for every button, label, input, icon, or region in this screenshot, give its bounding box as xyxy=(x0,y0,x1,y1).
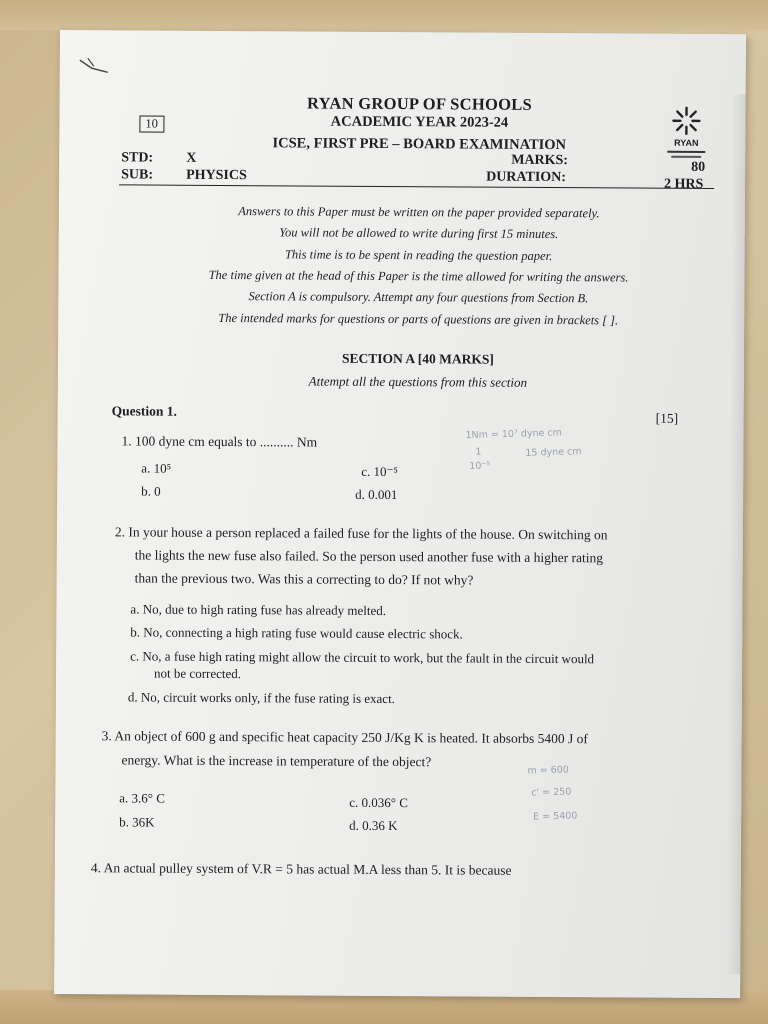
marks-label: MARKS: xyxy=(511,152,569,169)
handwritten-note-energy: E = 5400 xyxy=(533,810,578,823)
q3-option-b: b. 36K xyxy=(119,814,155,830)
sub-value: PHYSICS xyxy=(186,167,247,184)
question-1-marks: [15] xyxy=(655,410,679,426)
std-value: X xyxy=(186,150,197,166)
instruction-5: Section A is compulsory. Attempt any four questions from Section B. xyxy=(248,289,589,306)
header-rule xyxy=(119,184,714,189)
pen-mark-icon xyxy=(78,54,114,76)
q1-option-c: c. 10⁻⁵ xyxy=(361,463,399,480)
exam-title: ICSE, FIRST PRE – BOARD EXAMINATION xyxy=(272,135,567,154)
handwritten-note-conversion: 1Nm = 10⁷ dyne cm xyxy=(465,427,563,442)
q2-option-b: b. No, connecting a high rating fuse would cause electric shock. xyxy=(130,624,463,642)
handwritten-note-one: 1 xyxy=(475,446,482,458)
q2-option-a: a. No, due to high rating fuse has already melted. xyxy=(130,601,387,619)
handwritten-note-mass: m = 600 xyxy=(527,764,570,777)
duration-label: DURATION: xyxy=(486,169,567,186)
question-1-label: Question 1. xyxy=(111,403,177,419)
sunburst-logo-icon xyxy=(663,104,709,138)
q3-text-line-2: energy. What is the increase in temperature of the object? xyxy=(121,752,432,770)
q4-text-line-1: 4. An actual pulley system of V.R = 5 has actual M.A less than 5. It is because xyxy=(90,860,512,878)
section-subtitle: Attempt all the questions from this section xyxy=(308,373,528,390)
instruction-2: You will not be allowed to write during first 15 minutes. xyxy=(279,225,559,242)
q3-option-a: a. 3.6° C xyxy=(119,790,165,806)
set-number-box: 10 xyxy=(139,115,164,132)
handwritten-note-dyne: 15 dyne cm xyxy=(525,446,582,459)
q1-text: 1. 100 dyne cm equals to .......... Nm xyxy=(121,433,318,450)
q3-option-d: d. 0.36 K xyxy=(349,817,398,834)
instruction-6: The intended marks for questions or parts of questions are given in brackets [ ]. xyxy=(218,310,619,328)
instruction-1: Answers to this Paper must be written on the paper provided separately. xyxy=(238,204,600,221)
logo-underline xyxy=(667,151,705,153)
q2-option-c-line-1: c. No, a fuse high rating might allow the circuit to work, but the fault in the circuit would xyxy=(130,648,595,667)
paper-edge-shadow xyxy=(726,94,745,974)
q3-option-c: c. 0.036° C xyxy=(349,794,408,811)
school-logo xyxy=(663,104,709,168)
sub-label: SUB: xyxy=(121,167,154,183)
q2-text-line-3: than the previous two. Was this a correcting to do? If not why? xyxy=(134,570,474,588)
q2-text-line-1: 2. In your house a person replaced a failed fuse for the lights of the house. On switching on xyxy=(114,524,608,543)
q2-text-line-2: the lights the new fuse also failed. So the person used another fuse with a higher rating xyxy=(134,547,604,566)
section-title: SECTION A [40 MARKS] xyxy=(342,350,494,367)
q1-option-d: d. 0.001 xyxy=(355,486,398,503)
q1-option-a: a. 10⁵ xyxy=(141,460,172,476)
instruction-4: The time given at the head of this Paper is the time allowed for writing the answers. xyxy=(208,267,629,285)
q2-option-d: d. No, circuit works only, if the fuse rating is exact. xyxy=(127,689,396,707)
q2-option-c-line-2: not be corrected. xyxy=(154,665,242,682)
logo-underline-2 xyxy=(671,156,701,158)
handwritten-note-power: 10⁻⁵ xyxy=(469,460,491,472)
logo-text: RYAN xyxy=(674,137,699,148)
academic-year: ACADEMIC YEAR 2023-24 xyxy=(330,113,509,131)
handwritten-note-specific-heat: c' = 250 xyxy=(531,786,572,799)
q1-option-b: b. 0 xyxy=(141,483,161,499)
background-cloth-top xyxy=(0,0,768,30)
school-name: RYAN GROUP OF SCHOOLS xyxy=(307,93,533,114)
marks-value: 80 xyxy=(691,159,706,175)
std-label: STD: xyxy=(121,150,154,166)
exam-paper xyxy=(54,30,746,998)
instruction-3: This time is to be spent in reading the question paper. xyxy=(284,247,553,264)
duration-value: 2 HRS xyxy=(664,176,704,192)
q3-text-line-1: 3. An object of 600 g and specific heat capacity 250 J/Kg K is heated. It absorbs 5400 J of xyxy=(101,728,588,747)
